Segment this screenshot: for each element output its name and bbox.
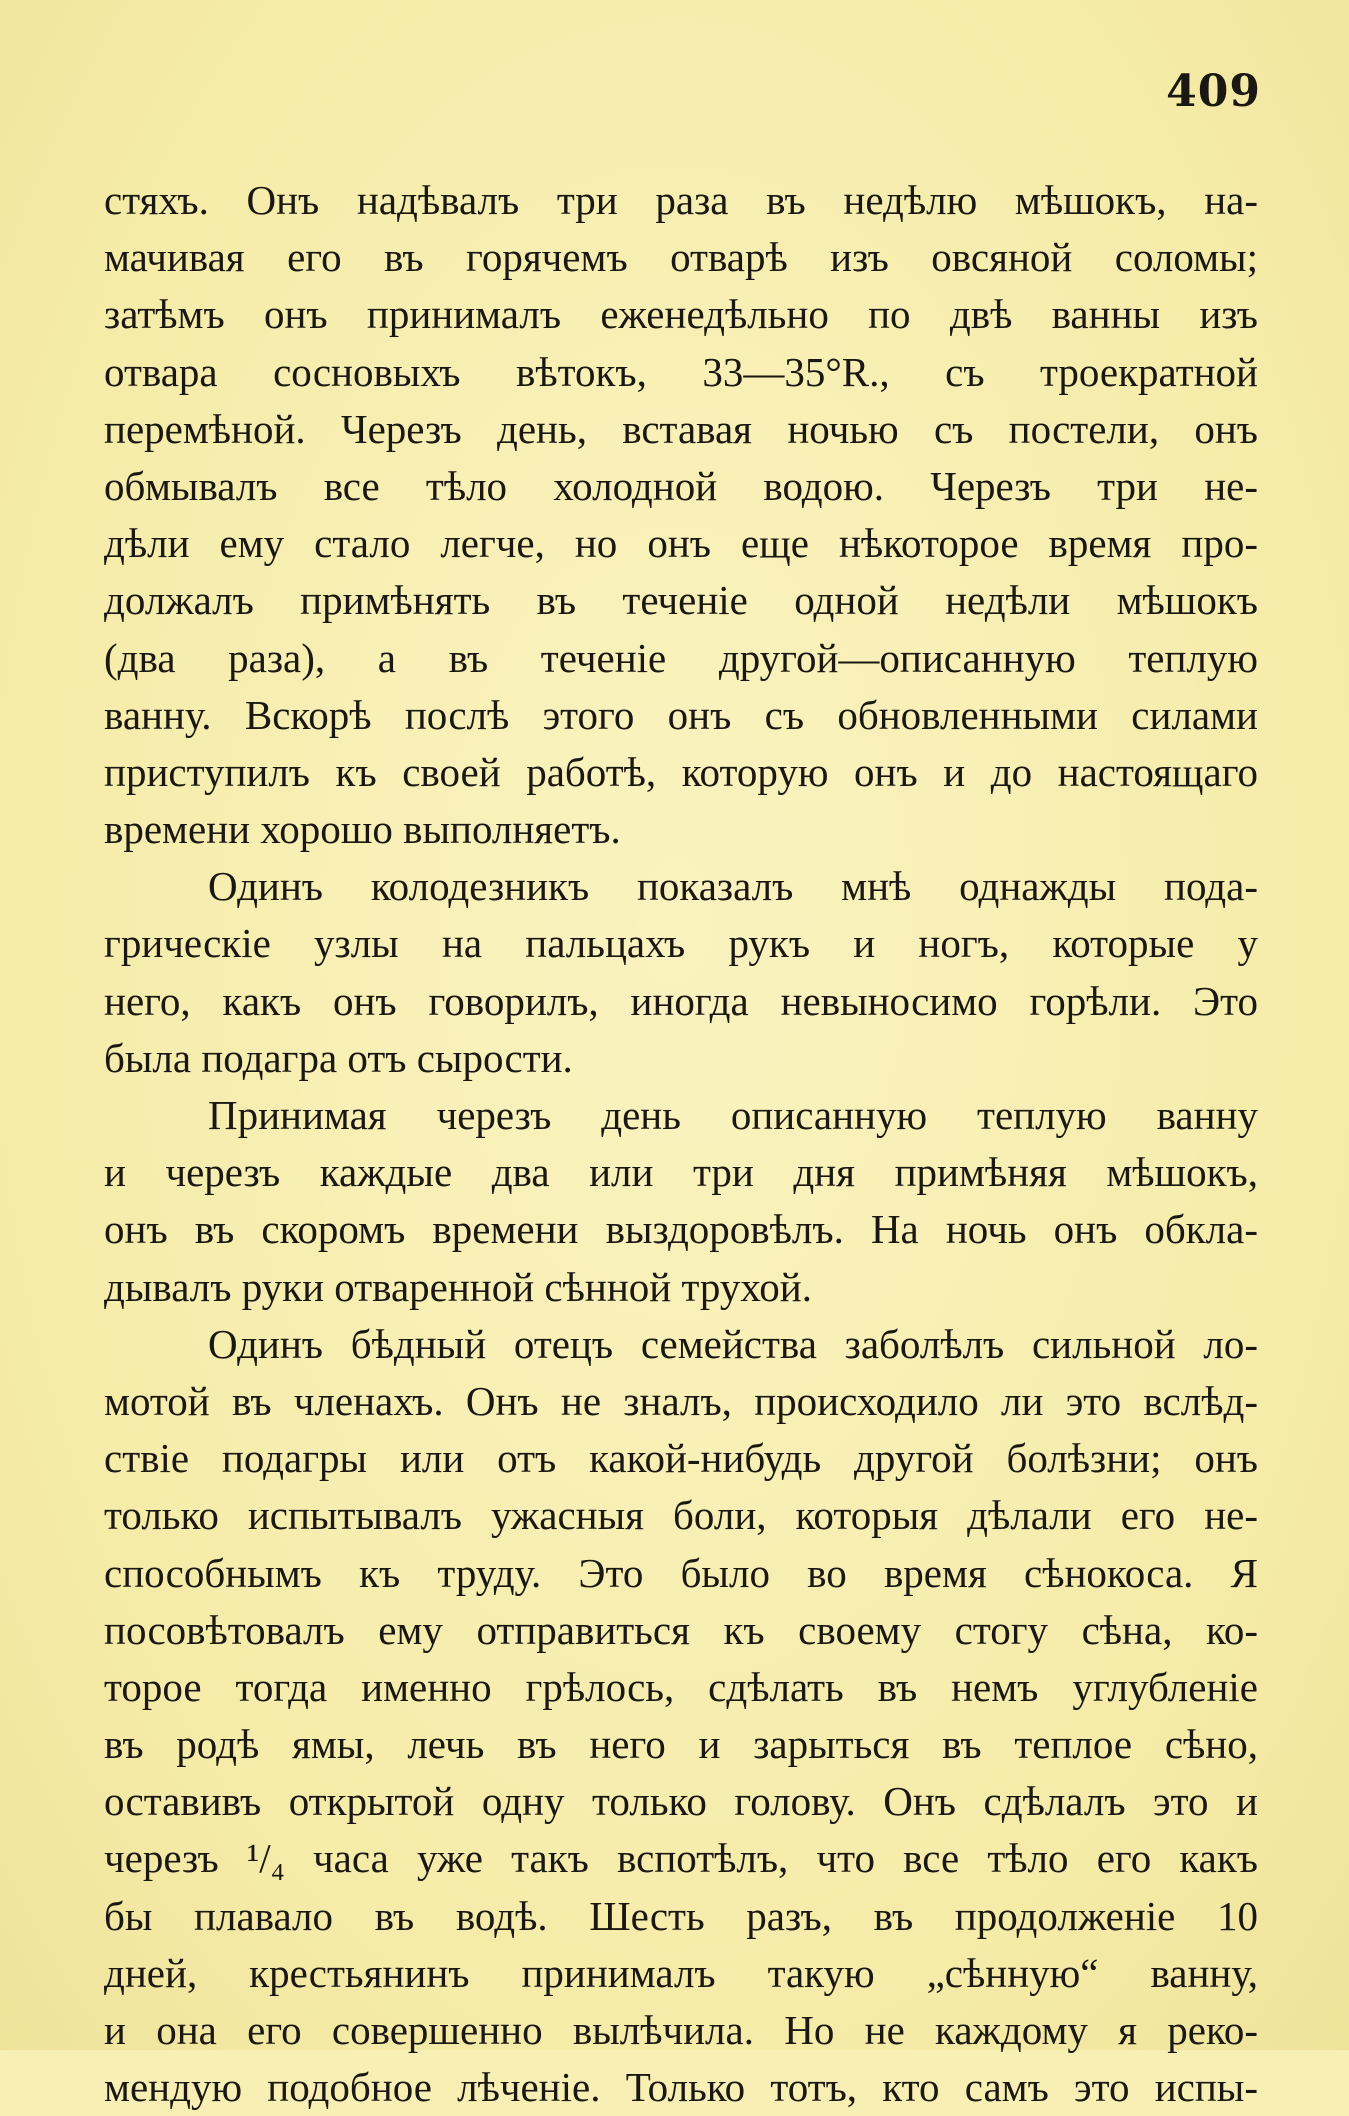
text-line: мачивая его въ горячемъ отварѣ изъ овсяной соломы;: [104, 234, 1258, 281]
page-number: 409: [1166, 66, 1261, 117]
text-line: перемѣной. Черезъ день, вставая ночью съ постели, онъ: [104, 405, 1258, 452]
text-line: въ родѣ ямы, лечь въ него и зарыться въ теплое сѣно,: [104, 1721, 1258, 1768]
text-line: отвара сосновыхъ вѣтокъ, 33—35°R., съ троекратной: [104, 348, 1258, 395]
text-line: должалъ примѣнять въ теченіе одной недѣли мѣшокъ: [104, 577, 1258, 624]
text-line: затѣмъ онъ принималъ еженедѣльно по двѣ ванны изъ: [104, 291, 1258, 338]
text-line: ванну. Вскорѣ послѣ этого онъ съ обновленными силами: [104, 691, 1258, 738]
text-line: дывалъ руки отваренной сѣнной трухой.: [104, 1263, 812, 1310]
text-line: приступилъ къ своей работѣ, которую онъ и до настоящаго: [104, 748, 1258, 795]
text-line: посовѣтовалъ ему отправиться къ своему стогу сѣна, ко-: [104, 1606, 1258, 1653]
text-line: Принимая черезъ день описанную теплую ванну: [208, 1092, 1258, 1138]
text-line: дѣли ему стало легче, но онъ еще нѣкоторое время про-: [104, 520, 1258, 567]
text-line: способнымъ къ труду. Это было во время сѣнокоса. Я: [104, 1549, 1258, 1596]
text-line: грическіе узлы на пальцахъ рукъ и ногъ, которые у: [104, 920, 1258, 967]
text-line: оставивъ открытой одну только голову. Онъ сдѣлалъ это и: [104, 1778, 1258, 1825]
text-line: времени хорошо выполняетъ.: [104, 806, 621, 853]
text-line: Одинъ колодезникъ показалъ мнѣ однажды пода-: [208, 863, 1258, 910]
text-line: онъ въ скоромъ времени выздоровѣлъ. На ночь онъ обкла-: [104, 1206, 1258, 1253]
text-line: мендую подобное лѣченіе. Только тотъ, кто самъ это испы-: [104, 2064, 1258, 2111]
text-line: Одинъ бѣдный отецъ семейства заболѣлъ сильной ло-: [208, 1320, 1258, 1367]
text-line: (два раза), а въ теченіе другой—описанную теплую: [104, 634, 1258, 681]
body-text: [104, 172, 1258, 2116]
text-line: и она его совершенно вылѣчила. Но не каждому я реко-: [104, 2007, 1258, 2053]
text-line: стяхъ. Онъ надѣвалъ три раза въ недѣлю мѣшокъ, на-: [104, 177, 1258, 223]
text-line: и черезъ каждые два или три дня примѣняя мѣшокъ,: [104, 1149, 1258, 1196]
text-line: ствіе подагры или отъ какой-нибудь другой болѣзни; онъ: [104, 1435, 1258, 1482]
text-line: него, какъ онъ говорилъ, иногда невыносимо горѣли. Это: [104, 977, 1258, 1024]
text-line: только испытывалъ ужасныя боли, которыя дѣлали его не-: [104, 1492, 1258, 1539]
text-line: была подагра отъ сырости.: [104, 1034, 573, 1081]
text-line: мотой въ членахъ. Онъ не зналъ, происходило ли это вслѣд-: [104, 1377, 1258, 1424]
text-line: торое тогда именно грѣлось, сдѣлать въ немъ углубленіе: [104, 1663, 1258, 1710]
text-line: дней, крестьянинъ принималъ такую „сѣнную“ ванну,: [104, 1949, 1258, 1996]
text-line: черезъ ¹/₄ часа уже такъ вспотѣлъ, что все тѣло его какъ: [104, 1835, 1258, 1882]
text-line: бы плавало въ водѣ. Шесть разъ, въ продолженіе 10: [104, 1892, 1258, 1939]
text-line: обмывалъ все тѣло холодной водою. Черезъ три не-: [104, 462, 1258, 509]
